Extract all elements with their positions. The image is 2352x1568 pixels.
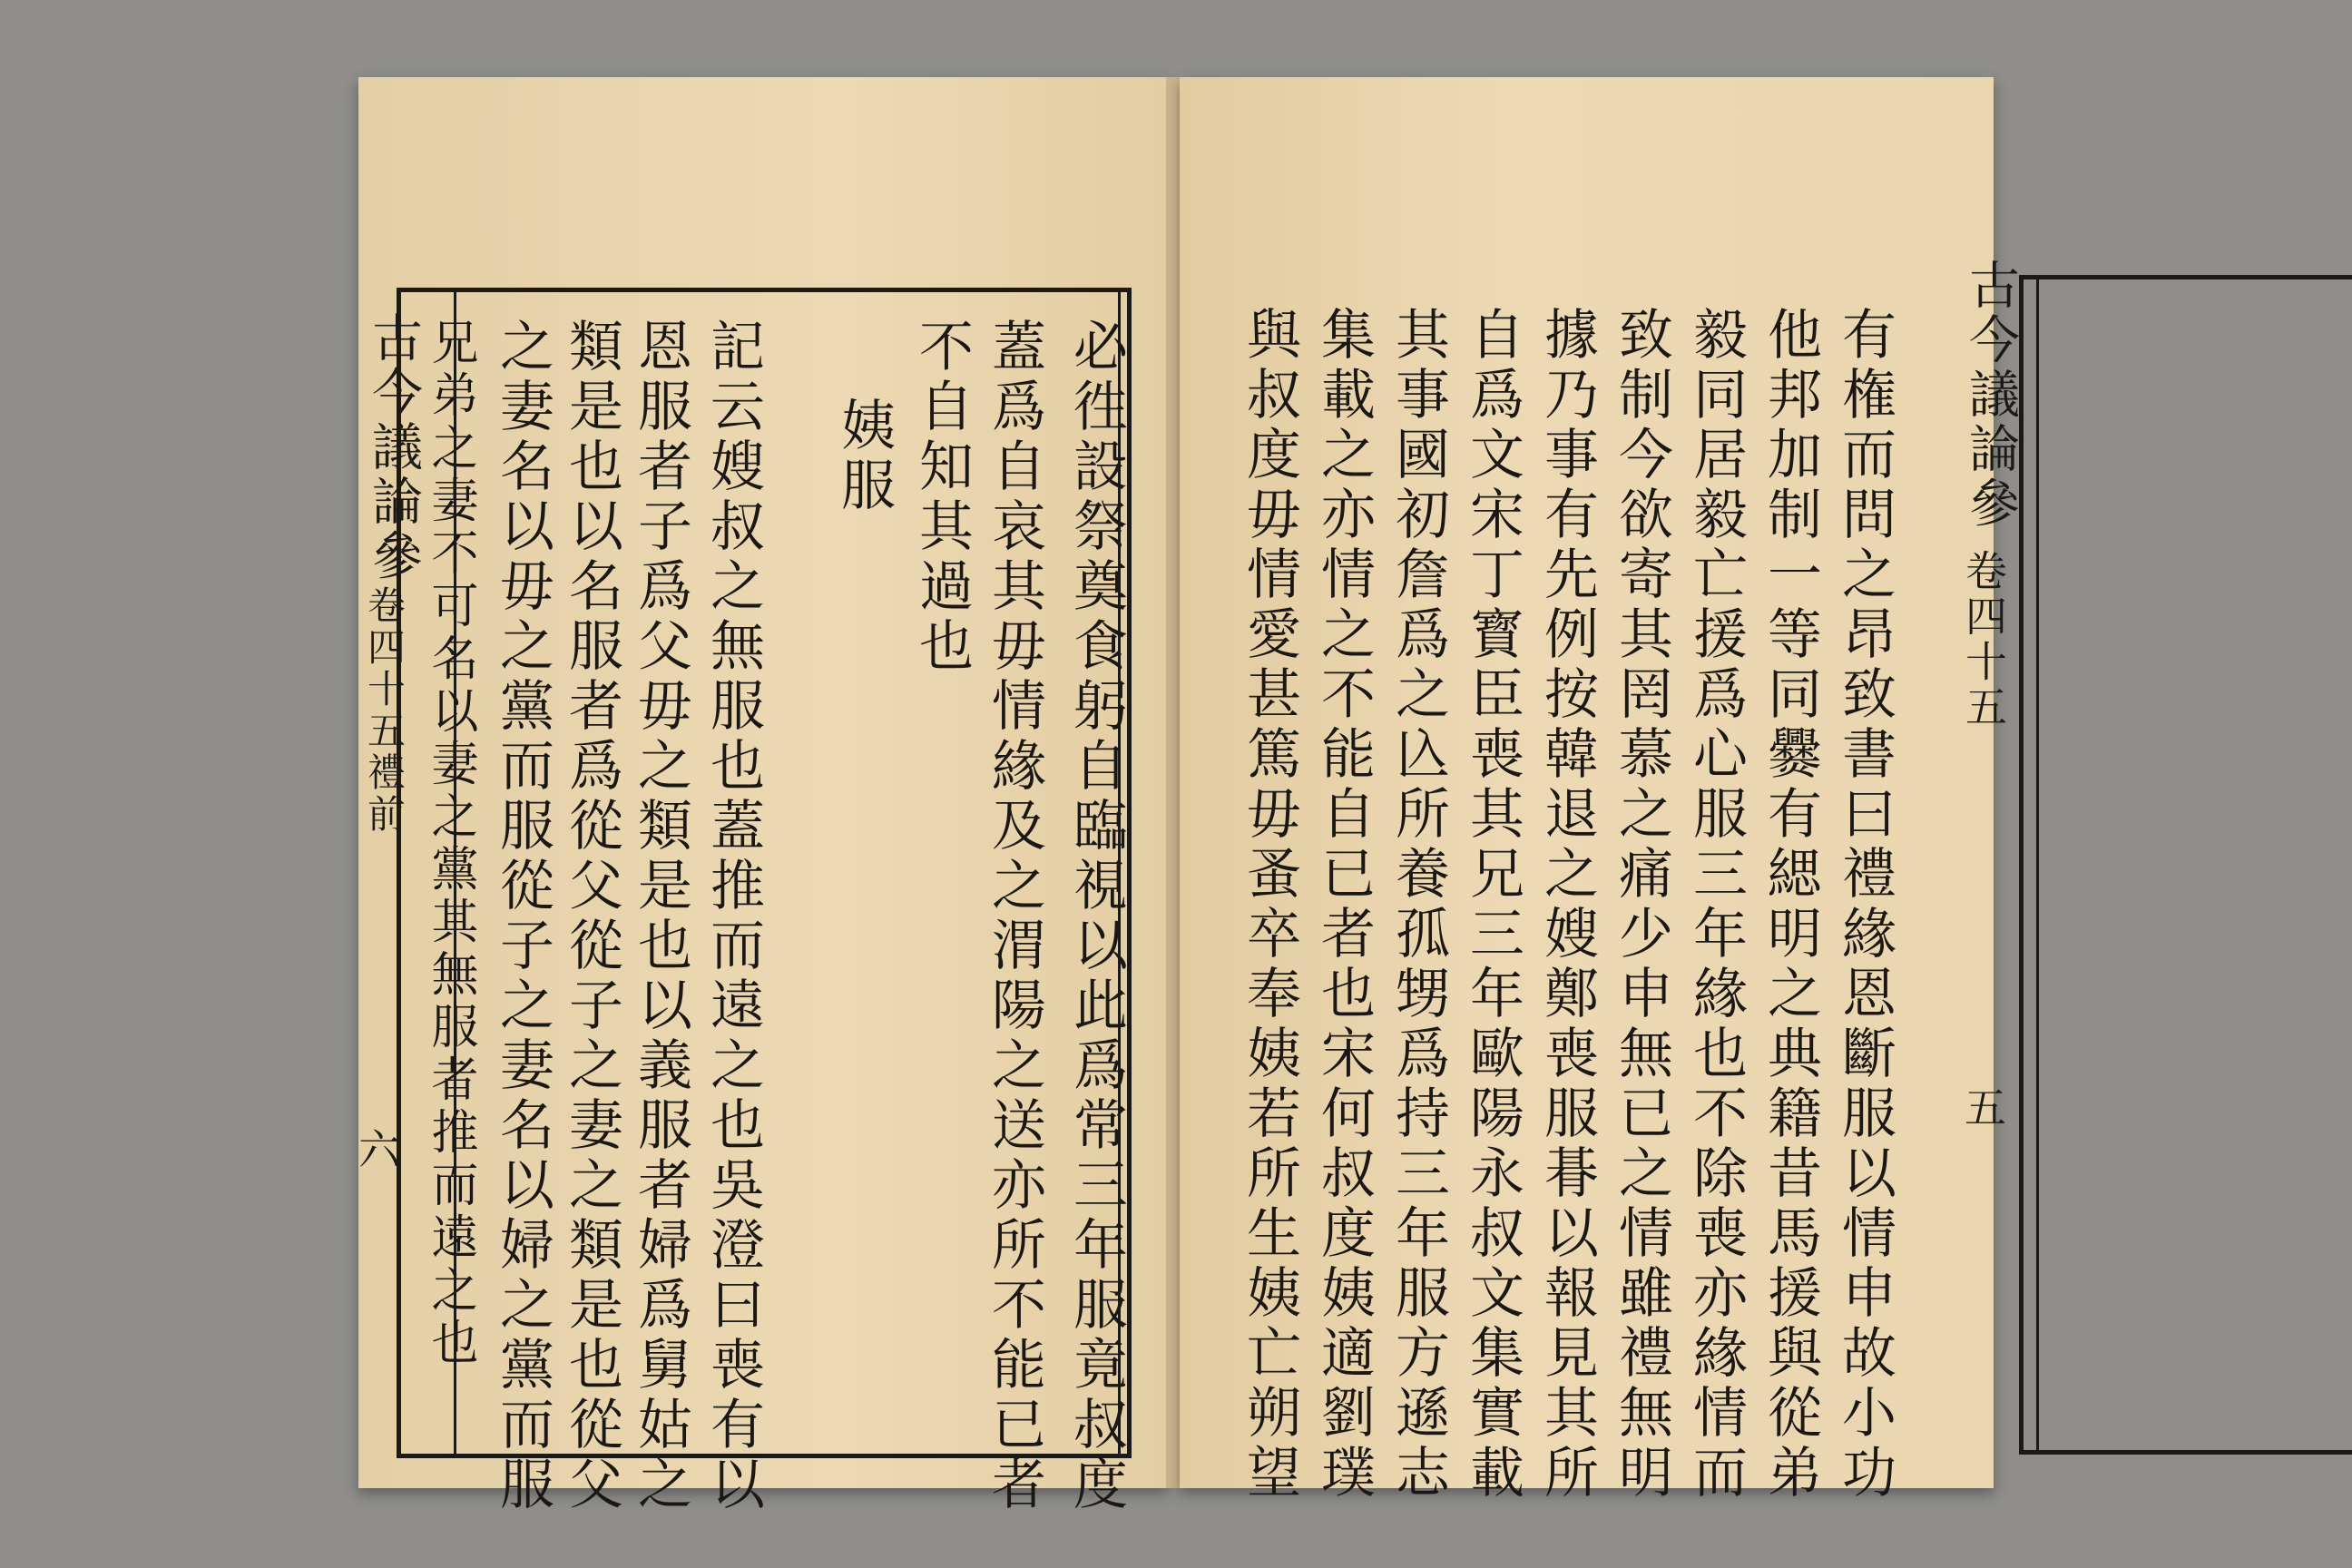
text-column-8: 類是也以名服者爲從父從子之妻之類是也從父	[560, 318, 623, 1515]
text-column-6: 記云嫂叔之無服也蓋推而遠之也吳澄曰喪有以	[701, 318, 765, 1515]
right-text-column-1: 有権而問之昂致書曰禮緣恩斷服以情申故小功	[1833, 306, 1896, 1504]
page-number: 六	[358, 1125, 400, 1174]
right-margin-title: 古今議論參	[1961, 259, 2020, 531]
right-text-column-9: 與叔度毋情愛甚篤毋蚤卒奉姨若所生姨亡朔望	[1238, 306, 1301, 1504]
margin-title: 古今議論參	[364, 311, 423, 583]
right-text-column-5: 據乃事有先例按韓退之嫂鄭喪服朞以報見其所	[1535, 306, 1599, 1504]
left-text-frame	[397, 288, 1132, 1515]
right-margin-volume: 卷四十五	[1959, 549, 2008, 730]
right-text-frame	[2019, 275, 2352, 1455]
right-text-column-4: 致制今欲寄其罔慕之痛少申無已之情雖禮無明	[1610, 306, 1673, 1504]
right-text-column-3: 毅同居毅亡援爲心服三年緣也不除喪亦緣情而	[1684, 306, 1748, 1504]
section-heading: 姨服	[832, 397, 896, 516]
right-text-column-7: 其事國初詹爲之兦所養孤甥爲持三年服方遜志	[1387, 306, 1450, 1504]
text-column-7: 恩服者子爲父毋之類是也以義服者婦爲舅姑之	[629, 318, 692, 1515]
text-column-9: 之妻名以毋之黨而服從子之妻名以婦之黨而服	[491, 318, 554, 1515]
text-column-2: 蓋爲自哀其毋情緣及之渭陽之送亦所不能已者	[983, 318, 1046, 1515]
left-page	[358, 77, 1168, 1515]
right-page-number: 五	[1965, 1083, 2006, 1132]
right-text-column-8: 集載之亦情之不能自已者也宋何叔度姨適劉璞	[1312, 306, 1376, 1504]
text-column-1: 必徃設祭奠食躬自臨視以此爲常三年服竟叔度	[1064, 318, 1128, 1515]
text-column-3: 不自知其過也	[910, 318, 974, 677]
text-column-10: 兄弟之妻不可名以妻之黨其無服者推而遠之也	[423, 318, 477, 1370]
open-book	[358, 77, 2020, 1515]
right-text-column-6: 自爲文宋丁寳臣喪其兄三年歐陽永叔文集實載	[1461, 306, 1524, 1504]
margin-volume: 卷四十五禮前	[362, 585, 407, 836]
frame-inner-rule	[2036, 279, 2039, 1450]
right-text-column-2: 他邦加制一等同爨有緦明之典籍昔馬援與從弟	[1759, 306, 1822, 1504]
